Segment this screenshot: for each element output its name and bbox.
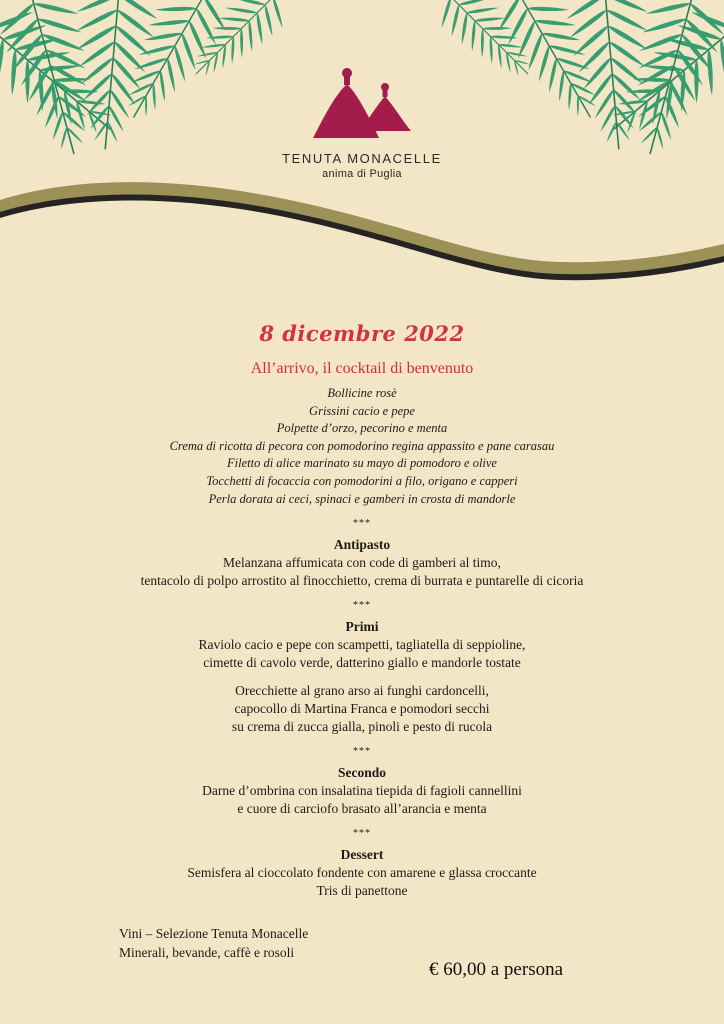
antipasto-line: tentacolo di polpo arrostito al finocchietto, crema di burrata e puntarelle di cicoria <box>140 573 584 589</box>
primi-dish2-line: Orecchiette al grano arso ai funghi cardoncelli, <box>235 683 489 699</box>
primi-title: Primi <box>345 619 379 635</box>
primi-dish1-line: cimette di cavolo verde, datterino giallo e mandorle tostate <box>203 655 521 671</box>
separator: *** <box>353 828 371 840</box>
welcome-items <box>0 385 724 508</box>
secondo-title: Secondo <box>337 765 386 781</box>
brand-tagline: anima di Puglia <box>322 168 402 180</box>
palm-leaves-right-icon <box>423 0 724 165</box>
secondo-line: Darne d’ombrina con insalatina tiepida di fagioli cannellini <box>202 783 522 799</box>
welcome-item: Filetto di alice marinato su mayo di pomodoro e olive <box>227 456 497 471</box>
antipasto-line: Melanzana affumicata con code di gamberi al timo, <box>223 555 501 571</box>
event-date: 8 dicembre 2022 <box>259 321 465 346</box>
brand-name: TENUTA MONACELLE <box>282 151 442 166</box>
welcome-item: Perla dorata ai ceci, spinaci e gamberi in crosta di mandorle <box>208 491 516 506</box>
footer-notes <box>119 924 308 962</box>
dessert-line: Tris di panettone <box>316 883 408 899</box>
dessert-title: Dessert <box>340 847 384 863</box>
palm-leaves-left-icon <box>0 0 301 165</box>
separator: *** <box>353 600 371 612</box>
antipasto-title: Antipasto <box>333 537 391 553</box>
separator: *** <box>353 746 371 758</box>
dessert-line: Semisfera al cioccolato fondente con amarene e glassa croccante <box>187 865 537 881</box>
welcome-item: Polpette d’orzo, pecorino e menta <box>276 421 448 436</box>
extras-note: Minerali, bevande, caffè e rosoli <box>119 945 295 960</box>
welcome-item: Bollicine rosè <box>327 386 397 400</box>
primi-dish2-line: capocollo di Martina Franca e pomodori secchi <box>234 701 490 717</box>
welcome-title: All’arrivo, il cocktail di benvenuto <box>250 360 474 377</box>
welcome-item: Grissini cacio e pepe <box>309 403 415 418</box>
separator: *** <box>353 518 371 530</box>
primi-dish1-line: Raviolo cacio e pepe con scampetti, tagliatella di seppioline, <box>198 637 526 653</box>
secondo-line: e cuore di carciofo brasato all’arancia e menta <box>237 801 487 817</box>
trulli-logo-icon <box>313 68 411 138</box>
menu-content <box>0 320 724 900</box>
welcome-item: Tocchetti di focaccia con pomodorini a filo, origano e capperi <box>206 473 518 488</box>
wines-note: Vini – Selezione Tenuta Monacelle <box>119 926 309 941</box>
welcome-item: Crema di ricotta di pecora con pomodorino regina appassito e pane carasau <box>169 438 555 453</box>
primi-dish2-line: su crema di zucca gialla, pinoli e pesto di rucola <box>231 719 493 735</box>
price-per-person: € 60,00 a persona <box>429 959 564 980</box>
